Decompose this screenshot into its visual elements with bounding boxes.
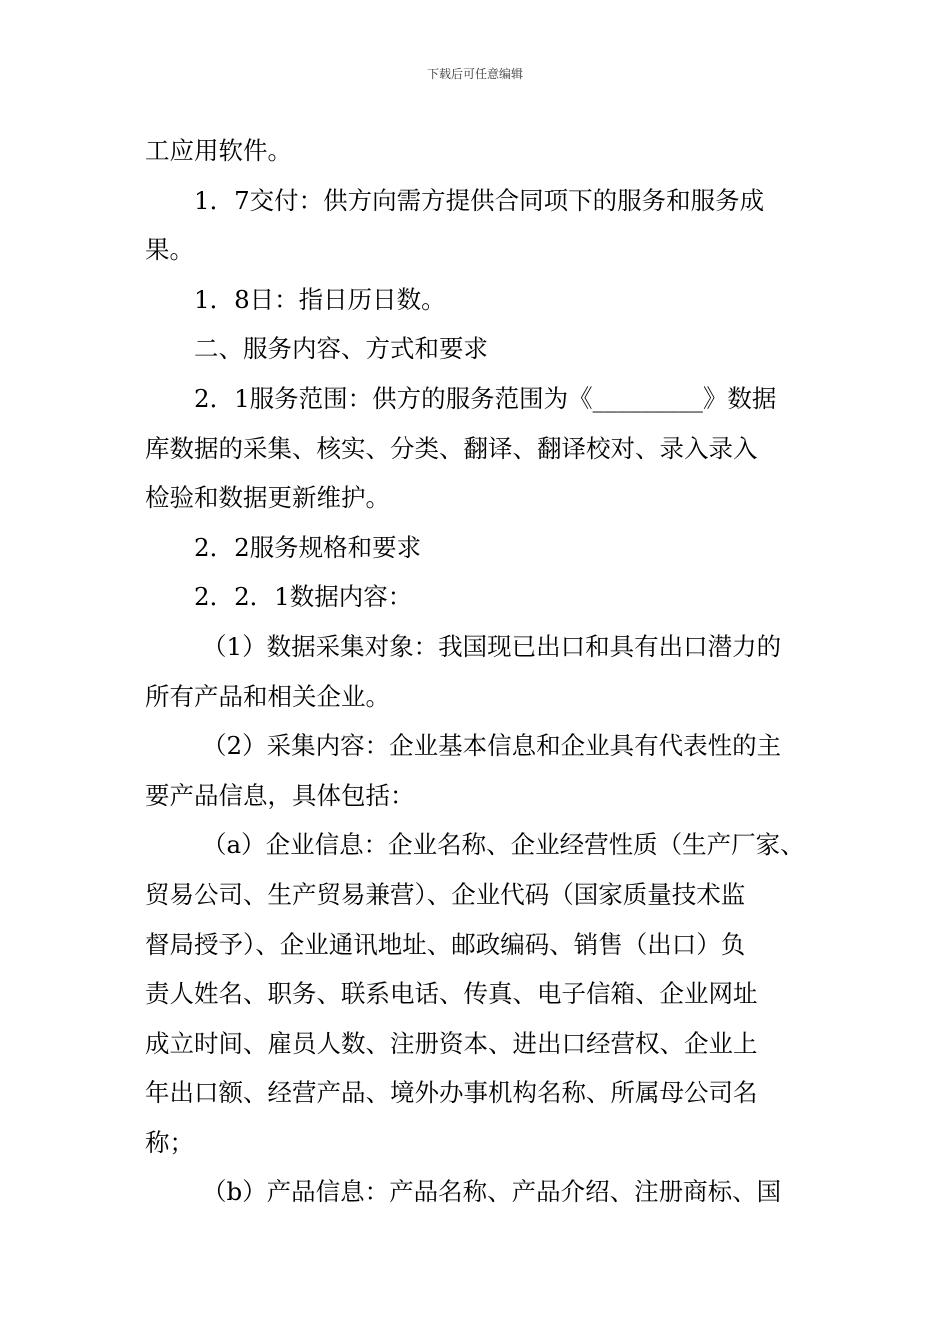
text-line: 果。 (145, 235, 194, 265)
text-line: （1）数据采集对象：我国现已出口和具有出口潜力的 (202, 631, 782, 661)
paragraph (145, 176, 825, 275)
text-line: 年出口额、经营产品、境外办事机构名称、所属母公司名 (145, 1078, 758, 1108)
paragraph (145, 324, 825, 374)
paragraph (145, 572, 825, 622)
text-line: 2．1服务范围：供方的服务范围为《_________》数据 (194, 383, 777, 413)
text-line: 库数据的采集、核实、分类、翻译、翻译校对、录入录入 (145, 433, 758, 463)
text-line: 所有产品和相关企业。 (145, 681, 390, 711)
paragraph (145, 1167, 825, 1217)
text-line: 1．8日：指日历日数。 (194, 284, 446, 314)
text-line: 责人姓名、职务、联系电话、传真、电子信箱、企业网址 (145, 979, 758, 1009)
text-line: 2．2．1数据内容： (194, 582, 413, 612)
paragraph (145, 820, 825, 1167)
text-line: 要产品信息，具体包括： (145, 780, 415, 810)
text-line: 成立时间、雇员人数、注册资本、进出口经营权、企业上 (145, 1028, 758, 1058)
text-line: 检验和数据更新维护。 (145, 483, 390, 513)
text-line: 二、服务内容、方式和要求 (194, 334, 488, 364)
paragraph (145, 622, 825, 721)
text-line: 工应用软件。 (145, 136, 292, 165)
text-line: （2）采集内容：企业基本信息和企业具有代表性的主 (202, 731, 782, 761)
paragraph (145, 126, 825, 176)
page-header: 下载后可任意编辑 (426, 67, 523, 81)
text-line: 督局授予）、企业通讯地址、邮政编码、销售（出口）负 (145, 929, 746, 959)
paragraph (145, 721, 825, 820)
text-line: （a）企业信息：企业名称、企业经营性质（生产厂家、 (202, 830, 805, 860)
paragraph (145, 523, 825, 573)
text-line: （b）产品信息：产品名称、产品介绍、注册商标、国 (202, 1177, 782, 1207)
text-line: 称； (145, 1127, 194, 1157)
text-line: 贸易公司、生产贸易兼营）、企业代码（国家质量技术监 (145, 879, 746, 909)
text-line: 2．2服务规格和要求 (194, 532, 422, 562)
document-body (145, 126, 825, 1217)
paragraph (145, 374, 825, 523)
text-line: 1．7交付：供方向需方提供合同项下的服务和服务成 (194, 185, 765, 215)
paragraph (145, 275, 825, 325)
